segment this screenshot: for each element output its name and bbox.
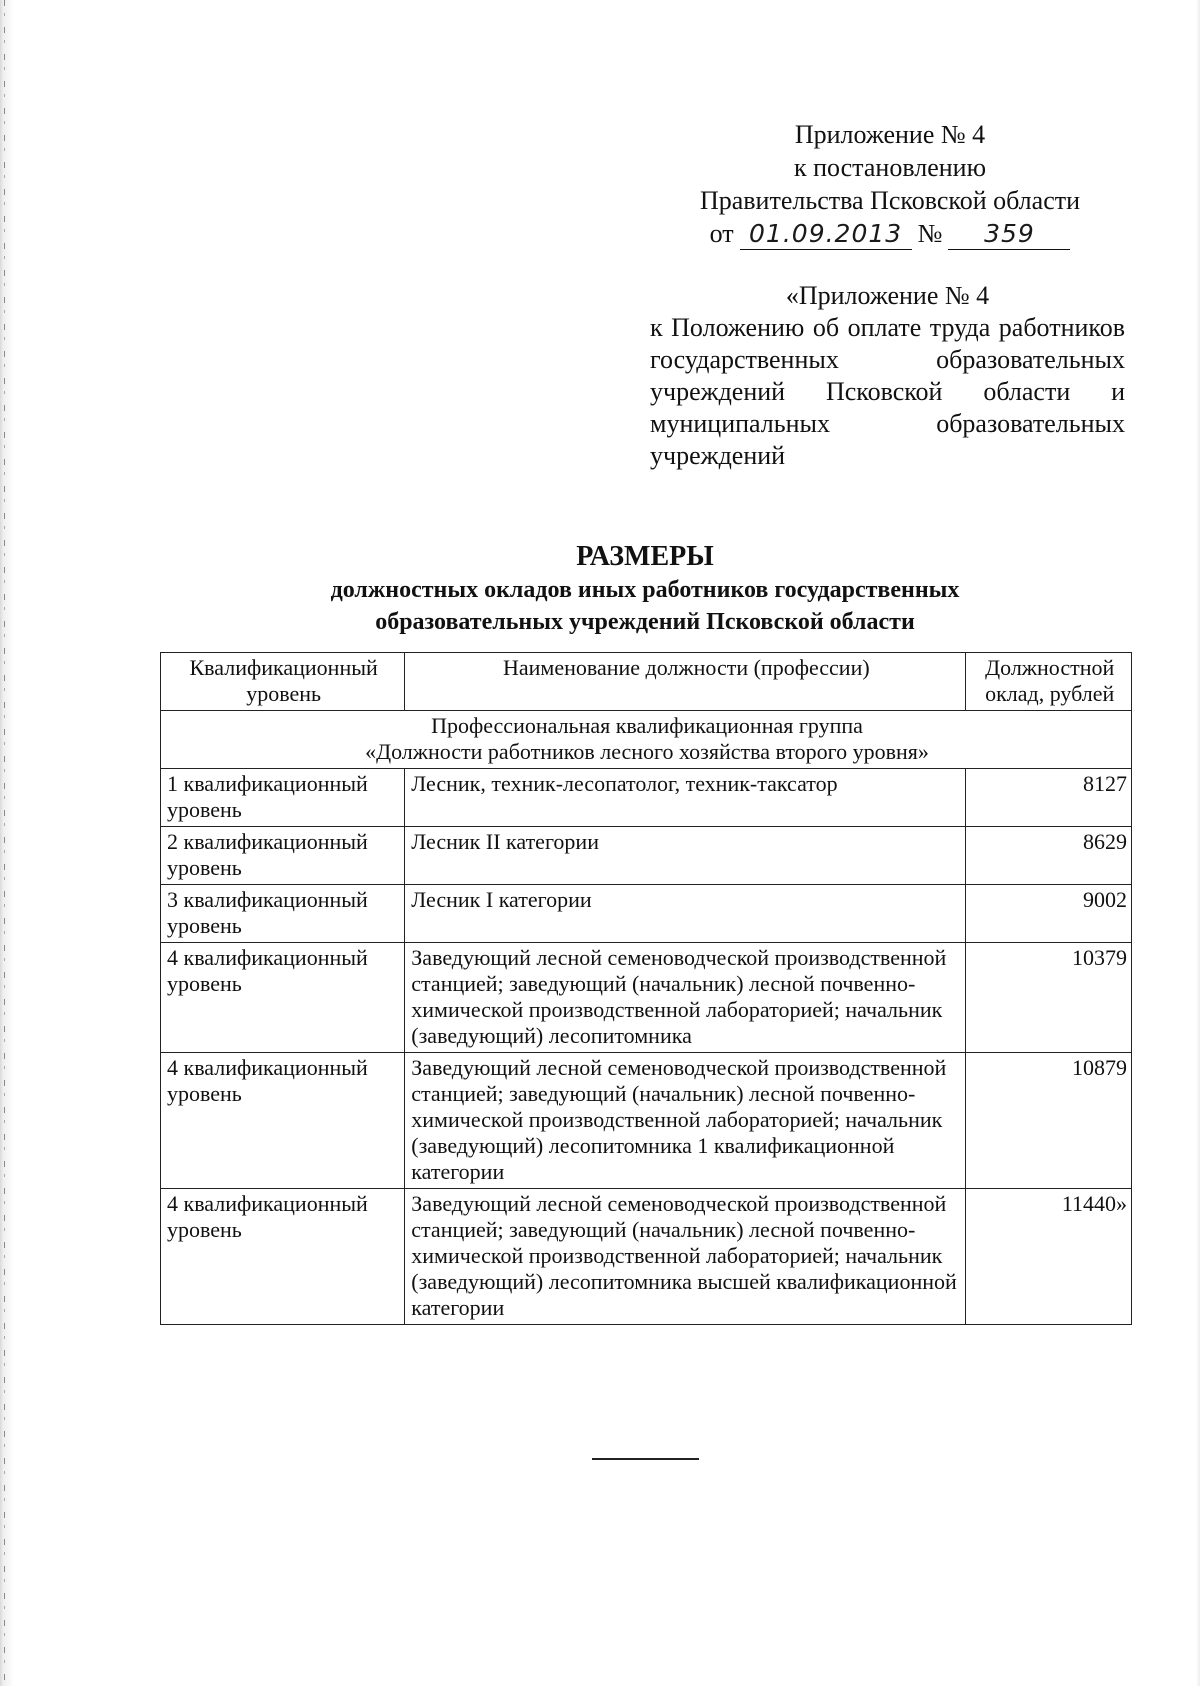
- header-line-2: к постановлению: [793, 153, 987, 182]
- professional-group-cell: [161, 711, 1132, 769]
- row-position: Лесник I категории: [405, 885, 966, 943]
- appendix-title: «Приложение № 4: [785, 281, 990, 310]
- from-label: от: [709, 219, 734, 248]
- document-title-block: [160, 540, 1130, 638]
- row-position: Лесник II категории: [405, 827, 966, 885]
- document-subtitle-line-2: образовательных учреждений Псковской области: [375, 609, 915, 635]
- appendix-reference: [650, 280, 1125, 472]
- appendix-body: к Положению об оплате труда работников государственных образовательных учреждений Псковской области и муниципальных образовательных учреждений: [650, 313, 1125, 470]
- row-level: 1 квалификационный уровень: [161, 769, 405, 827]
- scan-edge-right: [1196, 0, 1200, 1686]
- scan-edge-left: [0, 0, 14, 1686]
- number-label: №: [917, 219, 943, 248]
- group-line-2: «Должности работников лесного хозяйства второго уровня»: [365, 739, 929, 764]
- row-salary: 8629: [966, 827, 1132, 885]
- row-position: Заведующий лесной семеноводческой производственной станцией; заведующий (начальник) лесной почвенно-химической производственной лабораторией; начальник (заведующий) лесопитомника 1 квалификационной категории: [405, 1053, 966, 1189]
- header-line-1: Приложение № 4: [794, 120, 986, 149]
- row-salary: 11440»: [966, 1189, 1132, 1325]
- row-level: 4 квалификационный уровень: [161, 1053, 405, 1189]
- header-position: Наименование должности (профессии): [405, 653, 966, 711]
- row-position: Лесник, техник-лесопатолог, техник-таксатор: [405, 769, 966, 827]
- date-number-line: [710, 217, 1071, 250]
- row-level: 4 квалификационный уровень: [161, 943, 405, 1053]
- resolution-header: [660, 118, 1120, 250]
- row-salary: 9002: [966, 885, 1132, 943]
- row-position: Заведующий лесной семеноводческой производственной станцией; заведующий (начальник) лесной почвенно-химической производственной лабораторией; начальник (заведующий) лесопитомника высшей квалификационной категории: [405, 1189, 966, 1325]
- document-title: РАЗМЕРЫ: [576, 541, 714, 572]
- end-divider: [592, 1458, 699, 1460]
- row-salary: 10379: [966, 943, 1132, 1053]
- table-row: [161, 1053, 1132, 1189]
- row-salary: 10879: [966, 1053, 1132, 1189]
- group-row: [161, 711, 1132, 769]
- handwritten-date: 01.09.2013: [740, 219, 912, 250]
- row-level: 2 квалификационный уровень: [161, 827, 405, 885]
- table-header-row: [161, 653, 1132, 711]
- group-line-1: Профессиональная квалификационная группа: [431, 713, 863, 738]
- header-line-3: Правительства Псковской области: [699, 186, 1081, 215]
- document-subtitle-line-1: должностных окладов иных работников государственных: [330, 577, 960, 603]
- handwritten-number: 359: [948, 219, 1070, 250]
- header-salary: Должностной оклад, рублей: [966, 653, 1132, 711]
- row-level: 4 квалификационный уровень: [161, 1189, 405, 1325]
- table-row: [161, 1189, 1132, 1325]
- header-level: Квалификационный уровень: [161, 653, 405, 711]
- table-row: [161, 769, 1132, 827]
- row-level: 3 квалификационный уровень: [161, 885, 405, 943]
- table-row: [161, 827, 1132, 885]
- table-row: [161, 943, 1132, 1053]
- row-position: Заведующий лесной семеноводческой производственной станцией; заведующий (начальник) лесной почвенно-химической производственной лабораторией; начальник (заведующий) лесопитомника: [405, 943, 966, 1053]
- row-salary: 8127: [966, 769, 1132, 827]
- salary-table: [160, 652, 1132, 1325]
- table-row: [161, 885, 1132, 943]
